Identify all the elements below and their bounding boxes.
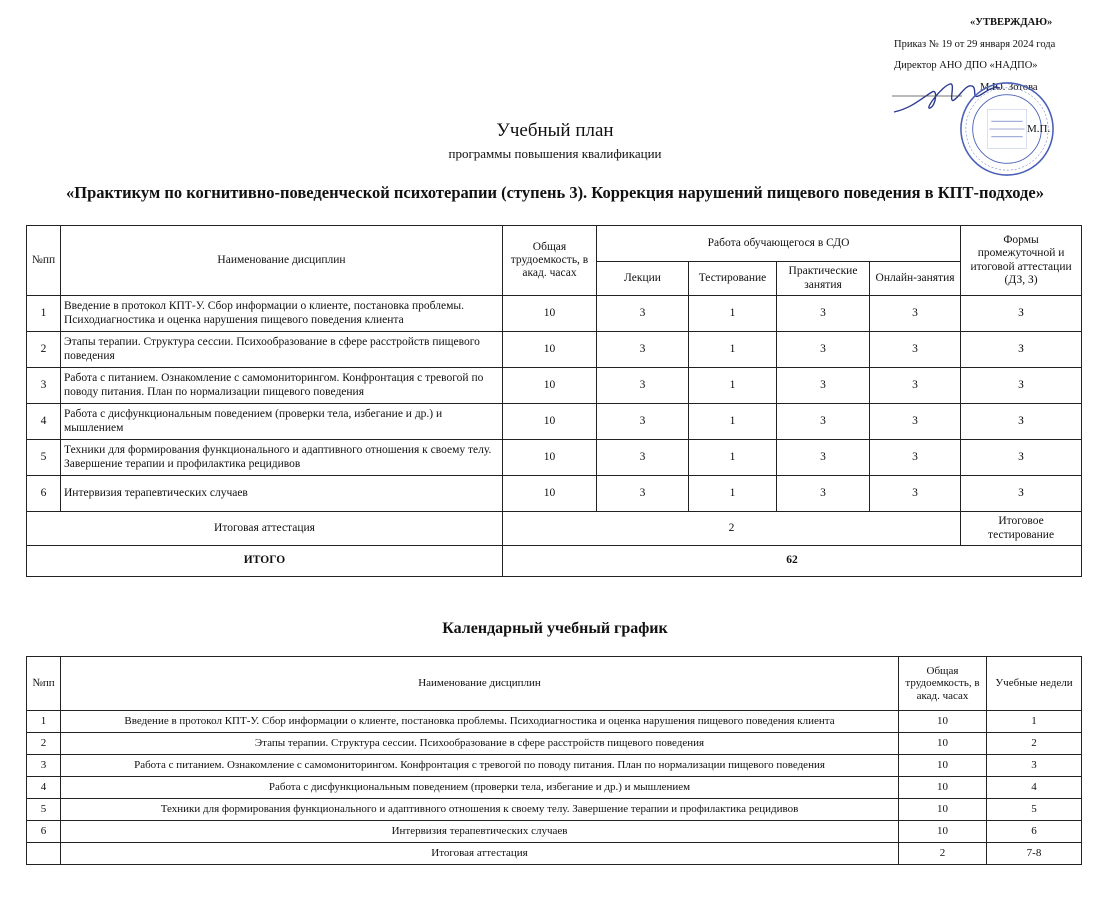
row-hours: 10 [503,368,597,404]
final-attestation-label: Итоговая аттестация [27,512,503,546]
row-num: 3 [27,755,61,777]
header-num: №пп [27,226,61,296]
row-num [27,843,61,865]
row-num: 1 [27,296,61,332]
table-row [27,368,1082,404]
total-hours: 62 [503,546,1082,577]
header-online: Онлайн-занятия [870,262,961,296]
table-row [27,404,1082,440]
row-practical: 3 [777,332,870,368]
header-forms: Формы промежуточной и итоговой аттестации (ДЗ, З) [961,226,1082,296]
row-week: 2 [987,733,1082,755]
row-discipline: Интервизия терапевтических случаев [61,476,503,512]
row-discipline: Этапы терапии. Структура сессии. Психообразование в сфере расстройств пищевого поведения [61,332,503,368]
row-num: 3 [27,368,61,404]
final-attestation-hours: 2 [503,512,961,546]
row-num: 5 [27,799,61,821]
row-practical: 3 [777,404,870,440]
table-row [27,755,1082,777]
header-work: Работа обучающегося в СДО [597,226,961,262]
row-num: 4 [27,404,61,440]
cal-header-discipline: Наименование дисциплин [61,657,899,711]
row-hours: 10 [899,755,987,777]
row-form: З [961,476,1082,512]
row-online: 3 [870,440,961,476]
row-lectures: 3 [597,368,689,404]
row-hours: 10 [503,476,597,512]
table-row [27,711,1082,733]
row-hours: 10 [899,777,987,799]
final-attestation-form: Итоговое тестирование [961,512,1082,546]
row-num: 5 [27,440,61,476]
row-testing: 1 [689,404,777,440]
row-num: 1 [27,711,61,733]
row-testing: 1 [689,368,777,404]
row-hours: 10 [503,296,597,332]
row-hours: 10 [899,733,987,755]
row-week: 3 [987,755,1082,777]
row-discipline: Этапы терапии. Структура сессии. Психообразование в сфере расстройств пищевого поведения [61,733,899,755]
table-row [27,777,1082,799]
row-lectures: 3 [597,332,689,368]
row-online: 3 [870,332,961,368]
table-row [27,799,1082,821]
row-week: 7-8 [987,843,1082,865]
row-num: 4 [27,777,61,799]
calendar-title: Календарный учебный график [442,620,668,637]
row-online: 3 [870,476,961,512]
header-testing: Тестирование [689,262,777,296]
table-row [27,733,1082,755]
row-form: З [961,296,1082,332]
row-hours: 10 [899,821,987,843]
row-discipline: Работа с дисфункциональным поведением (проверки тела, избегание и др.) и мышлением [61,404,503,440]
approval-director: Директор АНО ДПО «НАДПО» [894,60,1038,71]
row-hours: 10 [503,332,597,368]
row-discipline: Работа с питанием. Ознакомление с самомониторингом. Конфронтация с тревогой по поводу питания. План по нормализации пищевого поведения [61,755,899,777]
header-discipline: Наименование дисциплин [61,226,503,296]
approval-signer: М.Ю. Зотова [980,82,1038,93]
row-num: 6 [27,476,61,512]
row-practical: 3 [777,368,870,404]
row-week: 5 [987,799,1082,821]
row-form: З [961,368,1082,404]
row-week: 4 [987,777,1082,799]
row-num: 2 [27,332,61,368]
row-discipline: Введение в протокол КПТ-У. Сбор информации о клиенте, постановка проблемы. Психодиагностика и оценка нарушения пищевого поведения клиента [61,296,503,332]
document-title: Учебный план [496,120,614,141]
final-attestation-row [27,512,1082,546]
row-week: 6 [987,821,1082,843]
row-testing: 1 [689,296,777,332]
table-row [27,440,1082,476]
row-practical: 3 [777,440,870,476]
row-form: З [961,332,1082,368]
row-online: 3 [870,368,961,404]
row-form: З [961,404,1082,440]
calendar-table [26,656,1082,865]
row-practical: 3 [777,476,870,512]
cal-header-num: №пп [27,657,61,711]
row-num: 2 [27,733,61,755]
row-discipline: Интервизия терапевтических случаев [61,821,899,843]
row-discipline: Итоговая аттестация [61,843,899,865]
row-discipline: Техники для формирования функционального и адаптивного отношения к своему телу. Завершение терапии и профилактика рецидивов [61,440,503,476]
row-hours: 10 [899,711,987,733]
row-lectures: 3 [597,296,689,332]
row-num: 6 [27,821,61,843]
header-hours: Общая трудоемкость, в акад. часах [503,226,597,296]
row-form: З [961,440,1082,476]
row-lectures: 3 [597,440,689,476]
row-discipline: Работа с дисфункциональным поведением (проверки тела, избегание и др.) и мышлением [61,777,899,799]
cal-header-hours: Общая трудоемкость, в акад. часах [899,657,987,711]
row-testing: 1 [689,332,777,368]
row-hours: 10 [503,404,597,440]
row-week: 1 [987,711,1082,733]
row-discipline: Техники для формирования функционального и адаптивного отношения к своему телу. Завершение терапии и профилактика рецидивов [61,799,899,821]
row-hours: 2 [899,843,987,865]
row-testing: 1 [689,440,777,476]
approval-order: Приказ № 19 от 29 января 2024 года [894,39,1056,50]
program-title: «Практикум по когнитивно-поведенческой психотерапии (ступень 3). Коррекция нарушений пищевого поведения в КПТ-подходе» [66,183,1044,202]
table-row [27,332,1082,368]
total-row [27,546,1082,577]
row-hours: 10 [503,440,597,476]
table-row [27,821,1082,843]
row-practical: 3 [777,296,870,332]
table-row [27,476,1082,512]
header-lectures: Лекции [597,262,689,296]
row-testing: 1 [689,476,777,512]
approval-heading: «УТВЕРЖДАЮ» [970,17,1053,28]
row-discipline: Работа с питанием. Ознакомление с самомониторингом. Конфронтация с тревогой по поводу питания. План по нормализации пищевого поведения [61,368,503,404]
curriculum-table [26,225,1082,577]
row-lectures: 3 [597,404,689,440]
row-discipline: Введение в протокол КПТ-У. Сбор информации о клиенте, постановка проблемы. Психодиагностика и оценка нарушения пищевого поведения клиента [61,711,899,733]
total-label: ИТОГО [27,546,503,577]
seal-placeholder-label: М.П. [1027,123,1051,135]
header-practical: Практические занятия [777,262,870,296]
row-hours: 10 [899,799,987,821]
cal-header-weeks: Учебные недели [987,657,1082,711]
table-row [27,296,1082,332]
row-online: 3 [870,404,961,440]
row-online: 3 [870,296,961,332]
row-lectures: 3 [597,476,689,512]
table-row [27,843,1082,865]
document-subtitle: программы повышения квалификации [448,146,662,161]
